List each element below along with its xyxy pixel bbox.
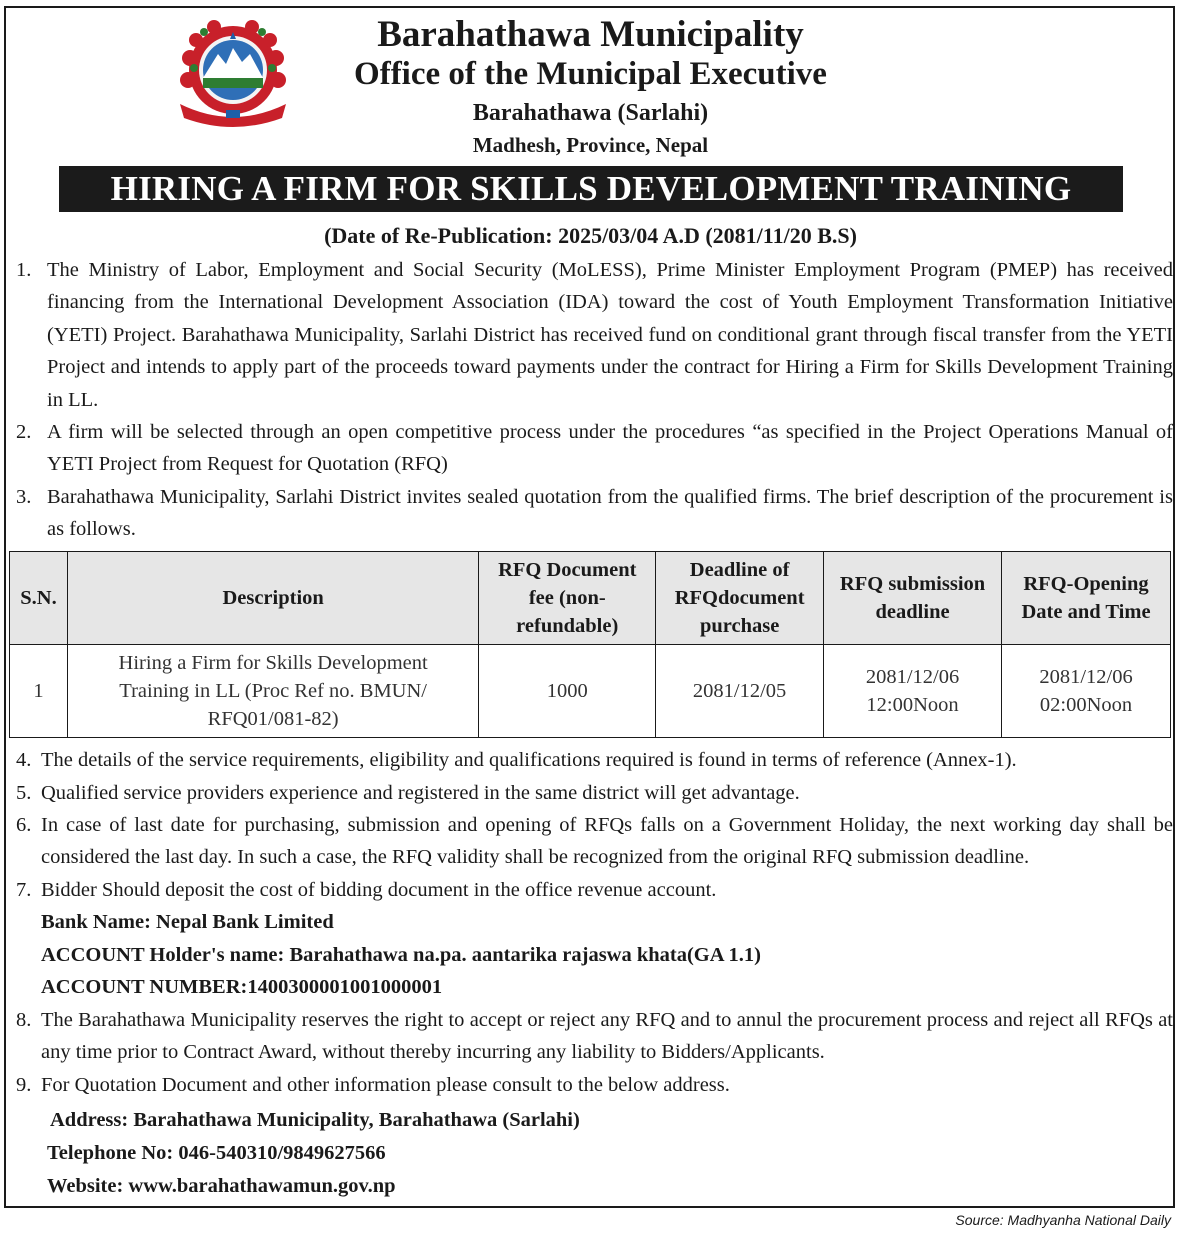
col-header-opening-date: RFQ-Opening Date and Time [1002,552,1171,645]
source-credit: Source: Madhyanha National Daily [955,1212,1171,1228]
col-header-sn: S.N. [10,552,68,645]
item-number: 6. [16,814,32,836]
account-number: ACCOUNT NUMBER:1400300001001000001 [41,976,443,998]
item-number: 9. [16,1074,32,1096]
list-item-4 [16,744,1173,776]
list-item-3 [16,481,1173,546]
list-item-7 [16,874,1173,906]
item-number: 7. [16,879,32,901]
col-header-doc-fee: RFQ Document fee (non-refundable) [479,552,656,645]
item-text: The details of the service requirements, eligibility and qualifications required is found in terms of reference (Annex-1). [41,749,1017,771]
item-text: The Barahathawa Municipality reserves the right to accept or reject any RFQ and to annul the procurement process and reject all RFQs at any time prior to Contract Award, without thereby incurring any liability to Bidders/Applicants. [41,1009,1173,1064]
office-location: Barahathawa (Sarlahi) [472,100,709,126]
table-header-row [10,552,1171,645]
cell-purchase-deadline: 2081/12/05 [656,645,824,738]
bank-name: Bank Name: Nepal Bank Limited [41,911,334,933]
cell-opening-date: 2081/12/06 02:00Noon [1002,645,1171,738]
cell-submission-deadline: 2081/12/06 12:00Noon [824,645,1002,738]
col-header-submission-deadline: RFQ submission deadline [824,552,1002,645]
contact-website[interactable]: Website: www.barahathawamun.gov.np [47,1175,396,1197]
item-text: Bidder Should deposit the cost of bidding document in the office revenue account. [41,879,717,901]
list-item-5 [16,777,1173,809]
item-text: Barahathawa Municipality, Sarlahi District invites sealed quotation from the qualified firms. The brief description of the procurement is as follows. [47,486,1173,541]
republication-date: (Date of Re-Publication: 2025/03/04 A.D (2081/11/20 B.S) [324,223,857,248]
cell-doc-fee: 1000 [479,645,656,738]
list-item-8 [16,1004,1173,1069]
item-number: 2. [16,421,32,443]
col-header-purchase-deadline: Deadline of RFQdocument purchase [656,552,824,645]
procurement-table [9,551,1171,738]
list-item-6 [16,809,1173,874]
account-holder: ACCOUNT Holder's name: Barahathawa na.pa. aantarika rajaswa khata(GA 1.1) [41,944,762,966]
contact-telephone: Telephone No: 046-540310/9849627566 [47,1142,386,1164]
item-text: For Quotation Document and other information please consult to the below address. [41,1074,730,1096]
list-item-1 [16,254,1173,416]
contact-address: Address: Barahathawa Municipality, Barahathawa (Sarlahi) [50,1109,580,1131]
list-item-2 [16,416,1173,481]
cell-description: Hiring a Firm for Skills Development Training in LL (Proc Ref no. BMUN/ RFQ01/081-82) [67,645,478,738]
col-header-description: Description [67,552,478,645]
item-text: Qualified service providers experience and registered in the same district will get advantage. [41,782,800,804]
table-row [10,645,1171,738]
item-number: 5. [16,782,32,804]
item-number: 1. [16,259,32,281]
cell-sn: 1 [10,645,68,738]
province-line: Madhesh, Province, Nepal [472,133,709,157]
item-number: 3. [16,486,32,508]
item-text: The Ministry of Labor, Employment and Social Security (MoLESS), Prime Minister Employment Program (PMEP) has received financing from the International Development Association (IDA) toward the cost of Youth Employment Transformation Initiative (YETI) Project. Barahathawa Municipality, Sarlahi District has received fund on conditional grant through fiscal transfer from the YETI Project and intends to apply part of the proceeds toward payments under the contract for Hiring a Firm for Skills Development Training in LL. [47,259,1173,411]
list-item-9 [16,1069,1173,1101]
notice-title-banner: HIRING A FIRM FOR SKILLS DEVELOPMENT TRAINING [59,166,1123,212]
office-name: Office of the Municipal Executive [354,56,827,92]
item-number: 8. [16,1009,32,1031]
item-text: In case of last date for purchasing, submission and opening of RFQs falls on a Government Holiday, the next working day shall be considered the last day. In such a case, the RFQ validity shall be recognized from the original RFQ submission deadline. [41,814,1173,869]
item-text: A firm will be selected through an open competitive process under the procedures “as specified in the Project Operations Manual of YETI Project from Request for Quotation (RFQ) [47,421,1173,476]
municipality-name: Barahathawa Municipality [377,14,804,55]
item-number: 4. [16,749,32,771]
